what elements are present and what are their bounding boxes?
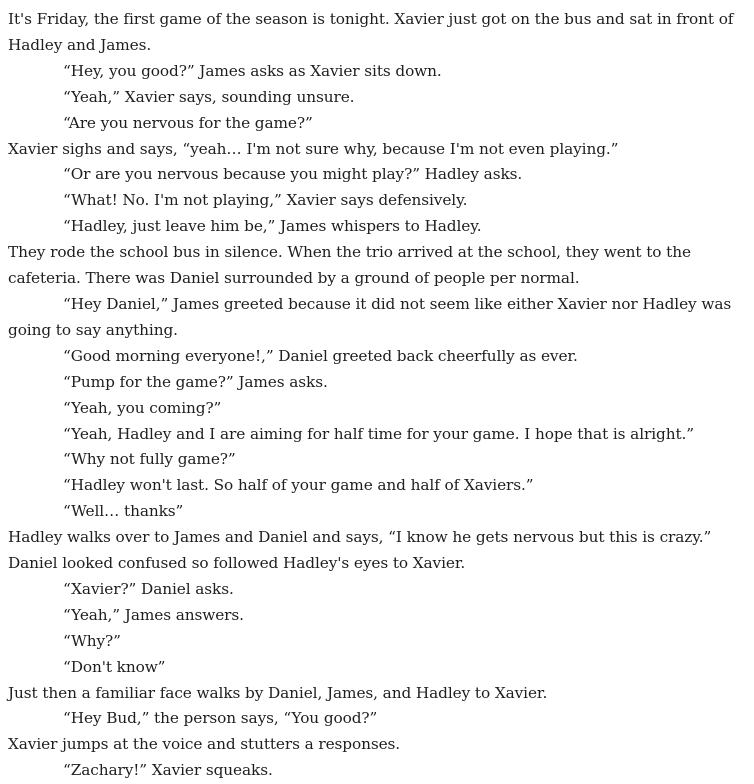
paragraph: “Or are you nervous because you might play?” Hadley asks.: [63, 165, 523, 184]
paragraph: “Are you nervous for the game?”: [63, 113, 313, 132]
paragraph: “Pump for the game?” James asks.: [63, 372, 328, 391]
paragraph: “Yeah,” James answers.: [63, 605, 244, 624]
paragraph: “What! No. I'm not playing,” Xavier says defensively.: [63, 191, 468, 210]
paragraph: “Yeah,” Xavier says, sounding unsure.: [63, 87, 355, 106]
paragraph: “Hadley, just leave him be,” James whispers to Hadley.: [63, 217, 482, 236]
paragraph: It's Friday, the first game of the season is tonight. Xavier just got on the bus and sat in front of Hadley and James.: [8, 10, 734, 54]
paragraph: Hadley walks over to James and Daniel and says, “I know he gets nervous but this is crazy.” Daniel looked confused so followed Hadley's eyes to Xavier.: [8, 528, 712, 573]
paragraph: “Why not fully game?”: [63, 450, 236, 469]
paragraph: “Hey Bud,” the person says, “You good?”: [63, 709, 378, 728]
paragraph: Xavier sighs and says, “yeah… I'm not sure why, because I'm not even playing.”: [8, 139, 619, 158]
paragraph: “Hadley won't last. So half of your game and half of Xaviers.”: [63, 476, 534, 495]
paragraph: “Yeah, you coming?”: [63, 398, 222, 417]
paragraph: “Zachary!” Xavier squeaks.: [63, 761, 273, 780]
paragraph: “Xavier?” Daniel asks.: [63, 579, 234, 598]
paragraph: Xavier jumps at the voice and stutters a responses.: [8, 735, 401, 754]
paragraph: They rode the school bus in silence. When the trio arrived at the school, they went to the cafeteria. There was Daniel surrounded by a ground of people per normal.: [8, 243, 691, 288]
paragraph: Just then a familiar face walks by Daniel, James, and Hadley to Xavier.: [8, 683, 548, 702]
paragraph: “Hey, you good?” James asks as Xavier sits down.: [63, 61, 442, 80]
paragraph: “Yeah, Hadley and I are aiming for half time for your game. I hope that is alright.”: [63, 424, 694, 443]
paragraph: “Hey Daniel,” James greeted because it did not seem like either Xavier nor Hadley was going to say anything.: [8, 294, 732, 339]
paragraph: “Don't know”: [63, 657, 166, 676]
paragraph: “Why?”: [63, 631, 121, 650]
paragraph: “Well… thanks”: [63, 502, 184, 521]
paragraph: “Good morning everyone!,” Daniel greeted back cheerfully as ever.: [63, 346, 578, 365]
